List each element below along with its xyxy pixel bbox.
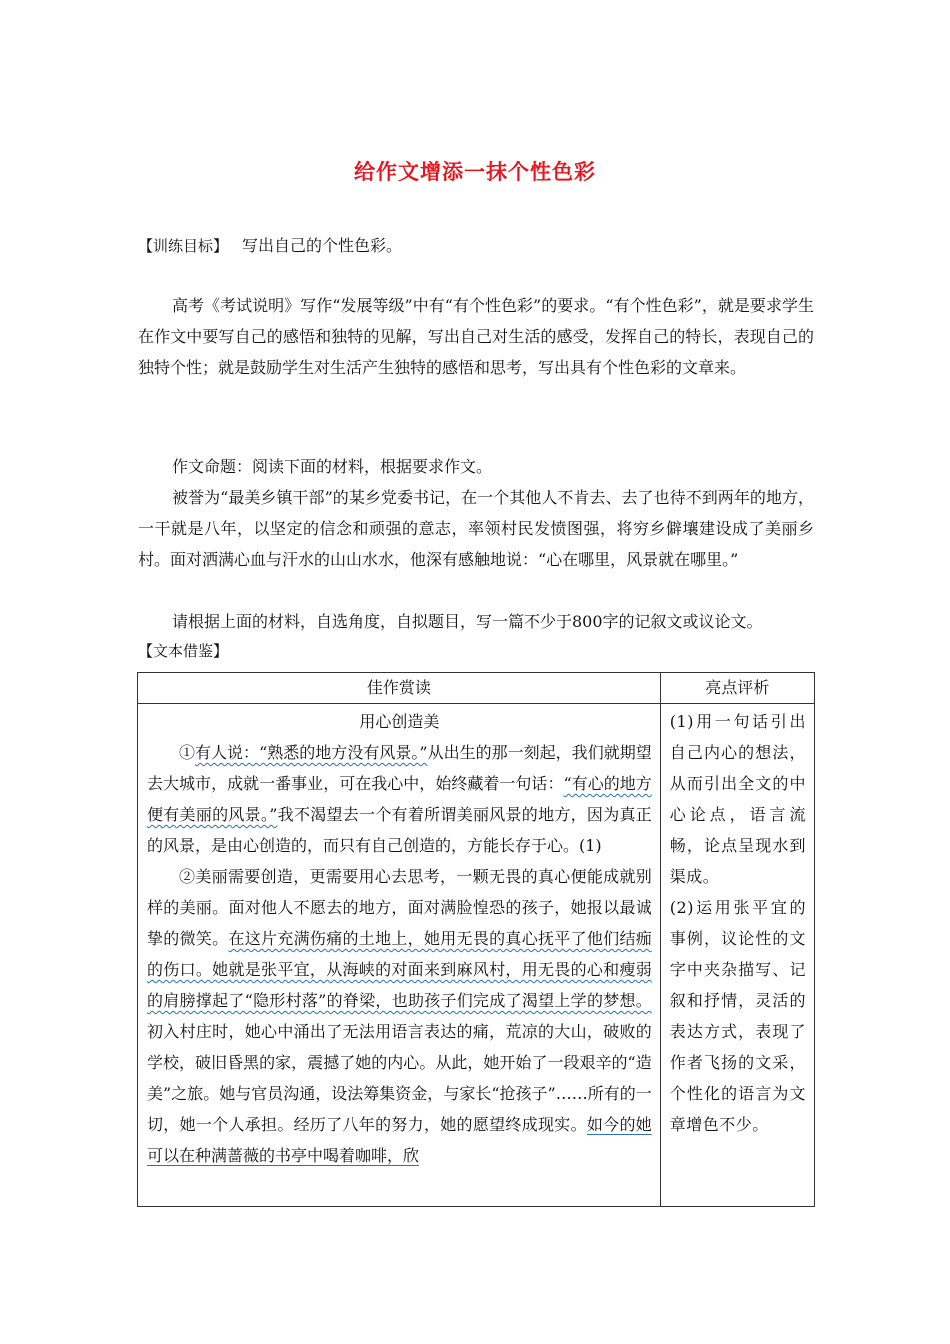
underlined-sentence: 在这片充满伤痛的土地上，她用无畏的真心抚平了他们结痂的伤口。她就是张平宜，从海峡的对面来到麻风村，用无畏的心和瘦弱的肩膀撑起了“隐形村落”的脊梁，也助孩子们完成了渴望上学的梦想。 [147,929,652,1010]
page-title: 给作文增添一抹个性色彩 [354,160,596,184]
training-goal-label: 【训练目标】 [138,237,229,255]
essay-paragraph-2: ②美丽需要创造，更需要用心去思考，一颗无畏的真心便能成就别样的美丽。面对他人不愿去的地方，面对满脸惶恐的孩子，她报以最诚挚的微笑。在这片充满伤痛的土地上，她用无畏的真心抚平了他们结痂的伤口。她就是张平宜，从海峡的对面来到麻风村，用无畏的心和瘦弱的肩膀撑起了“隐形村落”的脊梁，也助孩子们完成了渴望上学的梦想。初入村庄时，她心中涌出了无法用语言表达的痛，荒凉的大山，破败的学校，破旧昏黑的家，震撼了她的内心。从此，她开始了一段艰辛的“造美”之旅。她与官员沟通，设法筹集资金，与家长“抢孩子”……所有的一切，她一个人承担。经历了八年的努力，她的愿望终成现实。如今的她可以在种满蔷薇的书亭中喝着咖啡，欣 [147,867,652,1165]
training-goal-text: 写出自己的个性色彩。 [242,236,403,255]
underlined-quote: “有心的地方便有美丽的风景。” [147,774,652,824]
header-essay: 佳作赏读 [138,673,661,704]
essay-table [137,672,815,1207]
essay-cell [138,704,661,1207]
material-paragraph: 被誉为“最美乡镇干部”的某乡党委书记，在一个其他人不肯去、去了也待不到两年的地方，一干就是八年，以坚定的信念和顽强的意志，率领村民发愤图强，将穷乡僻壤建设成了美丽乡村。面对洒满心血与汗水的山山水水，他深有感触地说：“心在哪里，风景就在哪里。” [138,488,814,569]
header-comment: 亮点评析 [660,673,814,704]
table-header-row [138,673,815,704]
comment-1: (1)用一句话引出自己内心的想法，从而引出全文的中心论点，语言流畅，论点呈现水到渠成。 [669,712,806,886]
underlined-sentence: 如今的她可以在种满蔷薇的书亭中喝着咖啡，欣 [147,1115,652,1165]
training-goal [138,233,402,256]
request-paragraph: 请根据上面的材料，自选角度，自拟题目，写一篇不少于800字的记叙文或议论文。 [172,612,763,631]
prompt-paragraph: 作文命题：阅读下面的材料，根据要求作文。 [172,457,493,476]
section-label: 【文本借鉴】 [138,642,229,660]
intro-paragraph: 高考《考试说明》写作“发展等级”中有“有个性色彩”的要求。“有个性色彩”，就是要求学生在作文中要写自己的感悟和独特的见解，写出自己对生活的感受，发挥自己的特长，表现自己的独特个性；就是鼓励学生对生活产生独特的感悟和思考，写出具有个性色彩的文章来。 [138,296,814,377]
underlined-quote: 有人说：“熟悉的地方没有风景。” [195,743,428,762]
table-row [138,704,815,1207]
essay-title: 用心创造美 [359,712,440,731]
essay-paragraph-1: ①有人说：“熟悉的地方没有风景。”从出生的那一刻起，我们就期望去大城市，成就一番事业，可在我心中，始终藏着一句话：“有心的地方便有美丽的风景。”我不渴望去一个有着所谓美丽风景的地方，因为真正的风景，是由心创造的，而只有自己创造的，方能长存于心。(1) [147,743,652,855]
comment-2: (2)运用张平宜的事例，议论性的文字中夹杂描写、记叙和抒情，灵活的表达方式，表现了作者飞扬的文采，个性化的语言为文章增色不少。 [669,898,806,1134]
comment-cell [660,704,814,1207]
